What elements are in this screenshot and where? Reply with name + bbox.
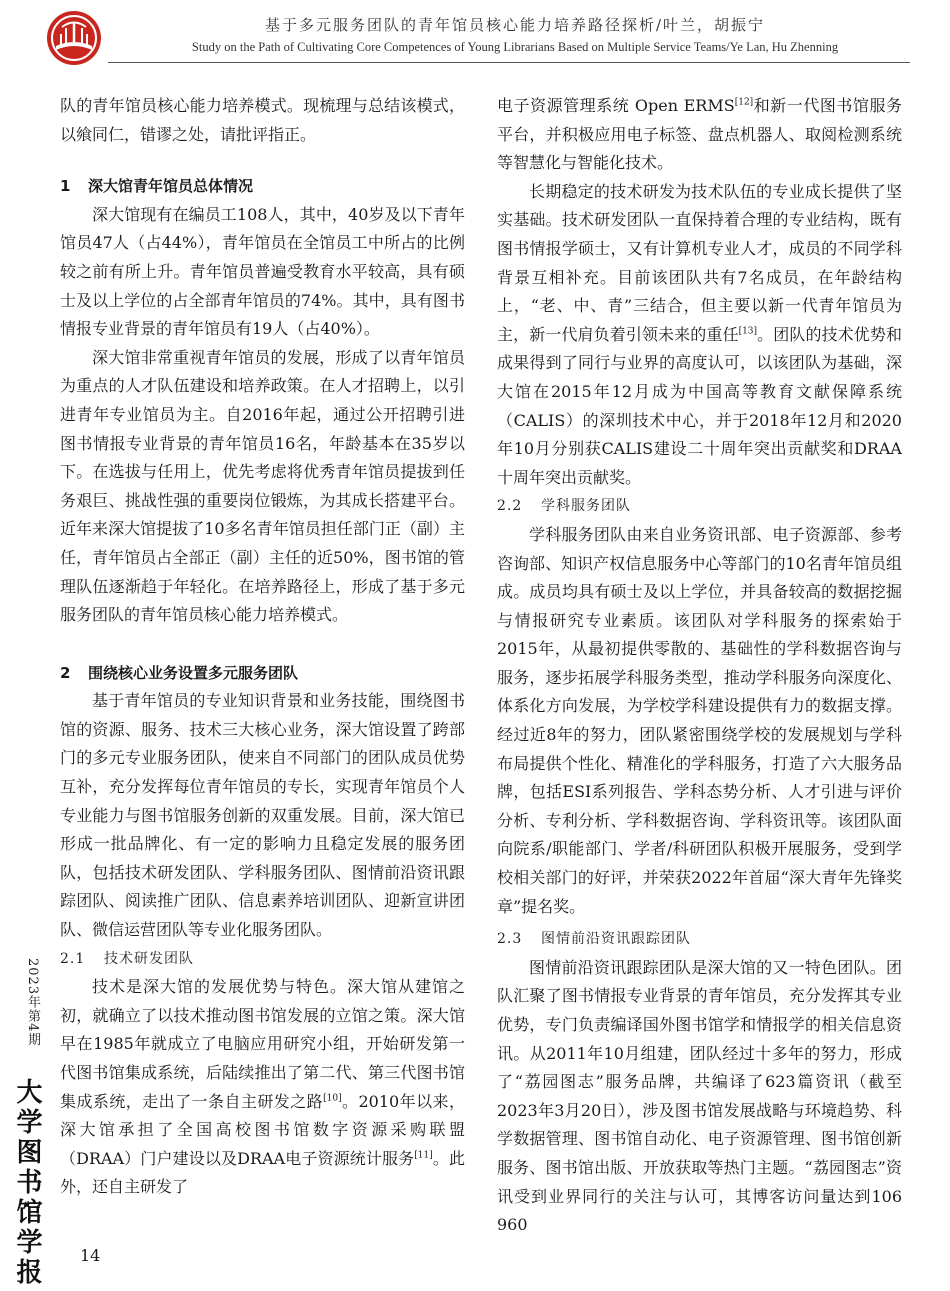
paragraph: 学科服务团队由来自业务资讯部、电子资源部、参考咨询部、知识产权信息服务中心等部门的10名青年馆员组成。成员均具有硕士及以上学位，并具备较高的数据挖掘与情报研究专业素质。该团队对学科服务的探索始于2015年，从最初提供零散的、基础性的学科数据咨询与服务，逐步拓展学科服务类型，推动学科服务向深度化、体系化方向发展，为学校学科建设提供有力的数据支撑。经过近8年的努力，团队紧密围绕学校的发展规划与学科布局提供个性化、精准化的学科服务，打造了六大服务品牌，包括ESI系列报告、学科态势分析、人才引进与评价分析、专利分析、学科数据咨询、学科资讯等。该团队面向院系/职能部门、学者/科研团队积极开展服务，受到学校相关部门的好评，并荣获2022年首届“深大青年先锋奖章”提名奖。	[497, 524, 902, 916]
paragraph: 基于青年馆员的专业知识背景和业务技能，围绕图书馆的资源、服务、技术三大核心业务，深大馆设置了跨部门的多元专业服务团队，使来自不同部门的团队成员优势互补，充分发挥每位青年馆员的专长，实现青年馆员个人专业能力与图书馆服务创新的双重发展。目前，深大馆已形成一批品牌化、有一定的影响力且稳定发展的服务团队，包括技术研发团队、学科服务团队、图情前沿资讯跟踪团队、阅读推广团队、信息素养培训团队、迎新宣讲团队、微信运营团队等专业化服务团队。	[60, 691, 465, 940]
paragraph: 队的青年馆员核心能力培养模式。现梳理与总结该模式，以飨同仁，错谬之处，请批评指正。	[60, 96, 465, 144]
running-title-english: Study on the Path of Cultivating Core Competences of Young Librarians Based on Multiple Service Teams/Ye Lan, Hu Zhenning	[191, 40, 839, 54]
section-heading-1	[60, 172, 465, 201]
issue-label: 2023年第4期	[25, 958, 40, 1047]
subsection-heading-2-3	[497, 925, 902, 954]
citation-ref: [12]	[734, 97, 754, 108]
subsection-title: 图情前沿资讯跟踪团队	[541, 931, 691, 948]
section-title: 围绕核心业务设置多元服务团队	[88, 663, 299, 682]
section-number: 1	[60, 177, 71, 196]
right-column	[497, 92, 902, 1240]
subsection-number: 2.1	[60, 950, 86, 967]
subsection-number: 2.2	[497, 498, 523, 515]
paragraph: 深大馆非常重视青年馆员的发展，形成了以青年馆员为重点的人才队伍建设和培养政策。在人才招聘上，以引进青年专业馆员为主。自2016年起，通过公开招聘引进图书情报专业背景的青年馆员16名，年龄基本在35岁以下。在选拔与任用上，优先考虑将优秀青年馆员提拔到任务艰巨、挑战性强的重要岗位锻炼，为其成长搭建平台。近年来深大馆提拔了10多名青年馆员担任部门正（副）主任，青年馆员占全部正（副）主任的近50%，图书馆的管理队伍逐渐趋于年轻化。在培养路径上，形成了基于多元服务团队的青年馆员核心能力培养模式。	[60, 347, 465, 625]
subsection-title: 学科服务团队	[541, 498, 631, 515]
paragraph: 图情前沿资讯跟踪团队是深大馆的又一特色团队。团队汇聚了图书情报专业背景的青年馆员，充分发挥其专业优势，专门负责编译国外图书馆学和情报学的相关信息资讯。从2011年10月组建，团队经过十多年的努力，形成了“荔园图志”服务品牌，共编译了623篇资讯（截至2023年3月20日），涉及图书馆发展战略与环境趋势、科学数据管理、图书馆自动化、电子资源管理、图书馆创新服务、图书馆出版、开放获取等热门主题。“荔园图志”资讯受到业界同行的关注与认可，其博客访问量达到106 960	[497, 957, 902, 1235]
journal-name: 大学图书馆学报	[12, 1078, 42, 1288]
paragraph: 长期稳定的技术研发为技术队伍的专业成长提供了坚实基础。技术研发团队一直保持着合理的专业结构，既有图书情报学硕士，又有计算机专业人才，成员的不同学科背景互相补充。目前该团队共有7名成员，在年龄结构上，“老、中、青”三结合，但主要以新一代青年馆员为主，新一代肩负着引领未来的重任[13]。团队的技术优势和成果得到了同行与业界的高度认可，以该团队为基础，深大馆在2015年12月成为中国高等教育文献保障系统（CALIS）的深圳技术中心，并于2018年12月和2020年10月分别获CALIS建设二十周年突出贡献奖和DRAA十周年突出贡献奖。	[497, 181, 902, 487]
subsection-number: 2.3	[497, 931, 523, 948]
citation-ref: [13]	[738, 326, 758, 337]
citation-ref: [11]	[414, 1150, 433, 1161]
section-heading-2	[60, 659, 465, 688]
page-number: 14	[80, 1246, 101, 1265]
section-number: 2	[60, 663, 71, 682]
citation-ref: [10]	[323, 1093, 342, 1104]
header-rule	[108, 62, 910, 63]
left-column	[60, 92, 465, 1202]
subsection-title: 技术研发团队	[104, 950, 194, 967]
running-title-chinese: 基于多元服务团队的青年馆员核心能力培养路径探析/叶兰，胡振宁	[264, 16, 766, 34]
section-title: 深大馆青年馆员总体情况	[88, 177, 254, 196]
paragraph: 电子资源管理系统 Open ERMS[12]和新一代图书馆服务平台，并积极应用电子标签、盘点机器人、取阅检测系统等智慧化与智能化技术。	[497, 96, 902, 173]
subsection-heading-2-1	[60, 945, 465, 974]
paragraph: 深大馆现有在编员工108人，其中，40岁及以下青年馆员47人（占44%），青年馆员在全馆员工中所占的比例较之前有所上升。青年馆员普遍受教育水平较高，具有硕士及以上学位的占全部青年馆员的74%。其中，具有图书情报专业背景的青年馆员有19人（占40%）。	[60, 204, 465, 339]
subsection-heading-2-2	[497, 492, 902, 521]
paragraph: 技术是深大馆的发展优势与特色。深大馆从建馆之初，就确立了以技术推动图书馆发展的立馆之策。深大馆早在1985年就成立了电脑应用研究小组，开始研发第一代图书馆集成系统，后陆续推出了第二代、第三代图书馆集成系统，走出了一条自主研发之路[10]。2010年以来，深大馆承担了全国高校图书馆数字资源采购联盟（DRAA）门户建设以及DRAA电子资源统计服务[11]。此外，还自主研发了	[60, 977, 465, 1197]
journal-logo-icon	[44, 8, 104, 68]
